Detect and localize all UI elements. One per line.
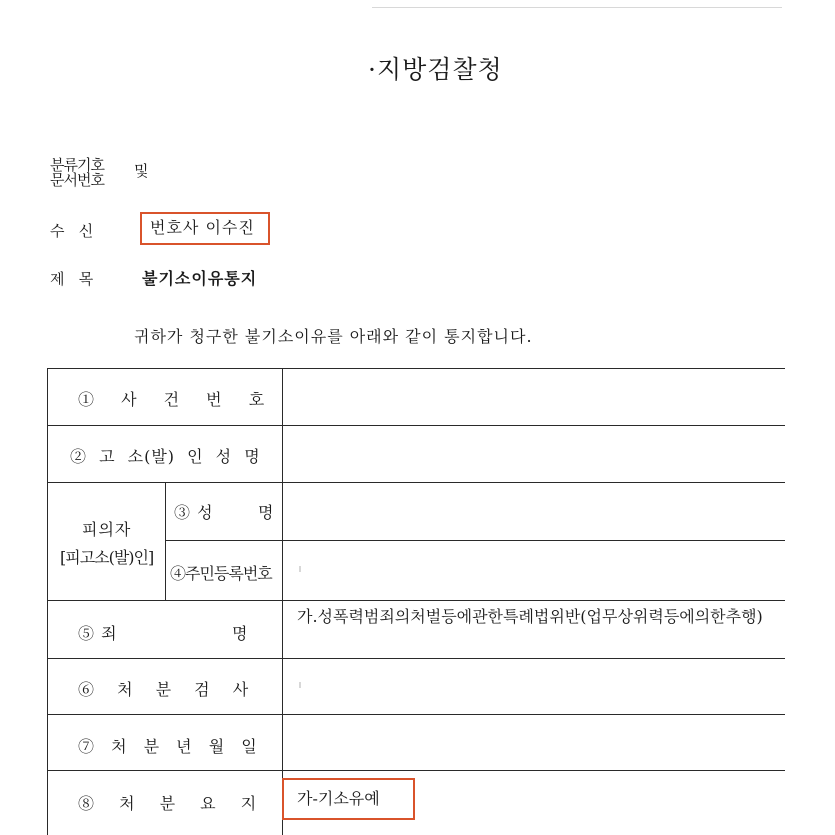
suspect-name-label: ③ 성 — [174, 503, 214, 522]
offense-value: 가.성폭력범죄의처벌등에관한특례법위반(업무상위력등에의한추행) — [297, 607, 763, 626]
classification-label-line2: 문서번호 — [50, 171, 104, 189]
subject-value: 불기소이유통지 — [142, 269, 258, 288]
suspect-name-label-end: 명 — [258, 503, 275, 522]
prosecutor-label: ⑥ 처 분 검 사 — [78, 680, 250, 699]
table-rule — [165, 482, 166, 600]
table-rule — [47, 368, 48, 835]
case-number-label: ① 사 건 번 호 — [78, 390, 266, 409]
classification-conj: 및 — [134, 162, 149, 180]
table-rule — [47, 482, 785, 483]
classification-label — [50, 158, 104, 188]
outcome-value-highlighted: 가-기소유예 — [282, 778, 415, 820]
table-rule — [47, 368, 785, 369]
redaction-mark — [299, 566, 301, 572]
recipient-value-highlighted: 번호사 이수진 — [140, 212, 270, 245]
recipient-label: 수 신 — [50, 222, 94, 240]
document-title: ·지방검찰청 — [368, 55, 503, 84]
table-rule — [47, 425, 785, 426]
classification-label-line1: 분류기호 — [50, 156, 104, 174]
subject-label: 제 목 — [50, 270, 94, 288]
table-rule — [47, 770, 785, 771]
offense-label-end: 명 — [232, 624, 249, 643]
offense-label: ⑤ 죄 — [78, 624, 118, 643]
table-rule — [47, 658, 785, 659]
outcome-label: ⑧ 처 분 요 지 — [78, 794, 258, 813]
redaction-mark — [299, 682, 301, 688]
suspect-label-line1: 피의자 — [82, 520, 132, 539]
complainant-label: ② 고 소(발) 인 성 명 — [70, 447, 261, 466]
table-rule — [47, 714, 785, 715]
table-rule — [165, 540, 785, 541]
intro-text: 귀하가 청구한 불기소이유를 아래와 같이 통지합니다. — [134, 327, 533, 346]
top-rule — [372, 7, 782, 8]
table-rule — [282, 368, 283, 835]
date-label: ⑦ 처 분 년 월 일 — [78, 737, 258, 756]
suspect-id-label: ④주민등록번호 — [170, 564, 272, 583]
suspect-label-line2: [피고소(발)인] — [60, 548, 154, 567]
table-rule — [47, 600, 785, 601]
